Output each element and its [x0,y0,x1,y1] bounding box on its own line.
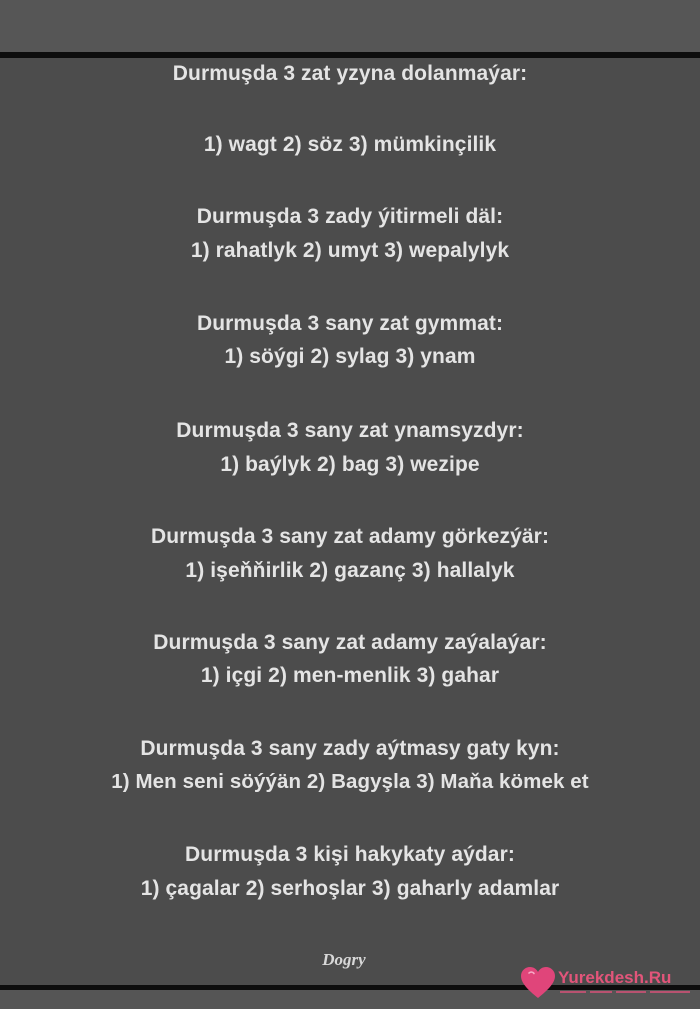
list-3: 1) söýgi 2) sylag 3) ynam [224,345,476,368]
heading-3: Durmuşda 3 sany zat gymmat: [196,312,504,335]
heading-7: Durmuşda 3 sany zady aýtmasy gaty kyn: [140,737,560,760]
watermark [520,964,696,1004]
heading-5: Durmuşda 3 sany zat adamy görkezýär: [150,525,550,548]
watermark-text: Yurekdesh.Ru [558,968,672,987]
list-8: 1) çagalar 2) serhoşlar 3) gaharly adamlar [140,877,560,900]
signature: Dogry [322,950,366,969]
heading-1: Durmuşda 3 zat yzyna dolanmaýar: [172,62,528,85]
heading-8: Durmuşda 3 kişi hakykaty aýdar: [185,843,515,866]
top-strip [0,0,700,52]
heart-icon [520,966,556,1000]
heading-6: Durmuşda 3 sany zat adamy zaýalaýar: [153,631,547,654]
list-7: 1) Men seni söýýän 2) Bagyşla 3) Maňa kömek et [111,770,589,793]
list-4: 1) baýlyk 2) bag 3) wezipe [220,453,480,476]
heading-4: Durmuşda 3 sany zat ynamsyzdyr: [176,419,524,442]
list-6: 1) içgi 2) men-menlik 3) gahar [200,664,500,687]
heading-2: Durmuşda 3 zady ýitirmeli däl: [196,205,504,228]
list-2: 1) rahatlyk 2) umyt 3) wepalylyk [190,239,510,262]
list-1: 1) wagt 2) söz 3) mümkinçilik [203,133,497,156]
watermark-subline [560,989,692,997]
list-5: 1) işeňňirlik 2) gazanç 3) hallalyk [185,559,515,582]
